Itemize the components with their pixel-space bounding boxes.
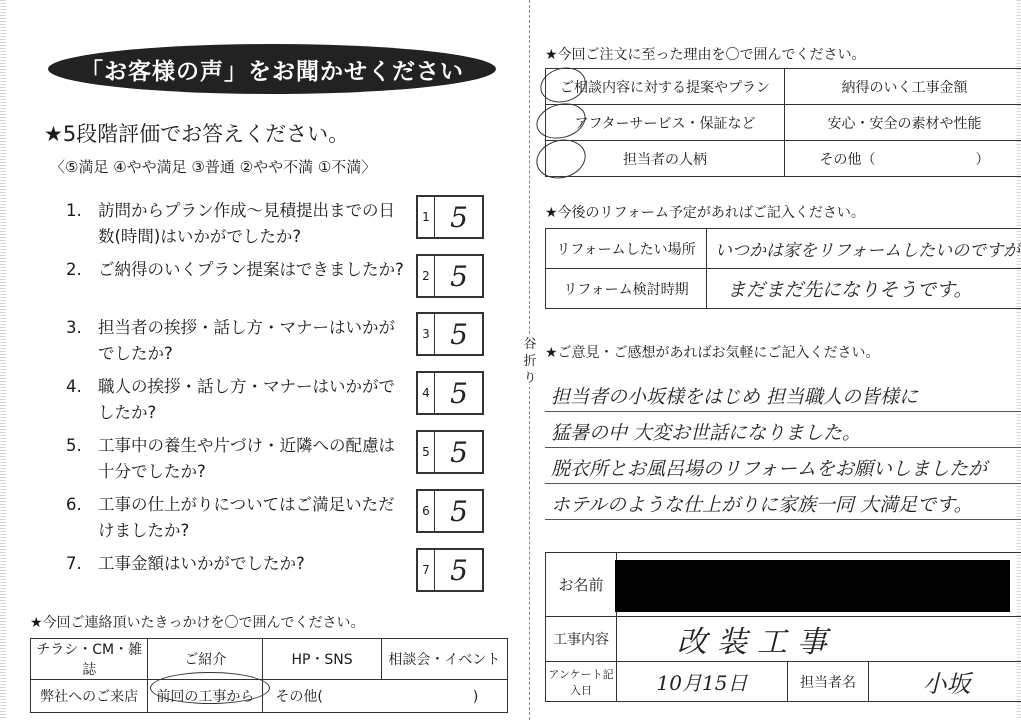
question-text: 工事金額はいかがでしたか? xyxy=(98,554,305,573)
rating-value: 5 xyxy=(450,317,468,351)
question-7 xyxy=(66,551,408,577)
question-text: 職人の挨拶・話し方・マナーはいかがでしたか? xyxy=(98,377,395,422)
comment-line-3[interactable]: 脱衣所とお風呂場のリフォームをお願いしましたが xyxy=(545,448,1021,484)
rating-box-6[interactable] xyxy=(416,489,484,533)
question-number: 4. xyxy=(66,377,82,396)
contact-table xyxy=(30,638,508,713)
question-6 xyxy=(66,492,408,544)
future-heading: ★今後のリフォーム予定があればご記入ください。 xyxy=(545,205,865,221)
comments-heading: ★ご意見・ご感想があればお気軽にご記入ください。 xyxy=(545,345,880,361)
question-5 xyxy=(66,433,408,485)
option-store-visit[interactable]: 弊社へのご来店 xyxy=(31,680,148,713)
option-referral[interactable]: ご紹介 xyxy=(148,639,263,680)
option-flyer[interactable]: チラシ・CM・雑誌 xyxy=(31,639,148,680)
fold-label: 谷折り xyxy=(523,337,537,386)
reason-proposal[interactable]: ご相談内容に対する提案やプラン xyxy=(546,69,785,105)
staff-label: 担当者名 xyxy=(788,662,869,702)
contact-heading: ★今回ご連絡頂いたきっかけを〇で囲んでください。 xyxy=(30,615,365,631)
question-3 xyxy=(66,315,408,367)
selection-circle-previous-work xyxy=(150,672,270,704)
work-value[interactable]: 改装工事 xyxy=(617,617,1021,662)
rating-box-number: 5 xyxy=(418,432,435,472)
rating-box-number: 2 xyxy=(418,256,435,296)
rating-heading: ★5段階評価でお答えください。 xyxy=(44,122,350,146)
rating-value: 5 xyxy=(450,376,468,410)
question-text: 訪問からプラン作成～見積提出までの日数(時間)はいかがでしたか? xyxy=(98,201,395,246)
reason-price[interactable]: 納得のいく工事金額 xyxy=(785,69,1021,105)
option-event[interactable]: 相談会・イベント xyxy=(381,639,507,680)
place-label: リフォームしたい場所 xyxy=(546,229,707,269)
scan-edge-left xyxy=(0,0,6,720)
question-text: 担当者の挨拶・話し方・マナーはいかがでしたか? xyxy=(98,318,395,363)
question-number: 1. xyxy=(66,201,82,220)
question-1 xyxy=(66,198,408,250)
rating-box-number: 4 xyxy=(418,373,435,413)
rating-box-7[interactable] xyxy=(416,548,484,592)
date-label: アンケート記入日 xyxy=(546,662,617,702)
rating-box-3[interactable] xyxy=(416,312,484,356)
rating-box-2[interactable] xyxy=(416,254,484,298)
rating-box-4[interactable] xyxy=(416,371,484,415)
reason-heading: ★今回ご注文に至った理由を〇で囲んでください。 xyxy=(545,47,866,63)
rating-value: 5 xyxy=(450,259,468,293)
future-table xyxy=(545,228,1021,309)
scale-legend: 〈⑤満足 ④やや満足 ③普通 ②やや不満 ①不満〉 xyxy=(50,158,377,176)
reason-other[interactable]: その他（ ） xyxy=(785,141,1021,177)
comment-line-4[interactable]: ホテルのような仕上がりに家族一同 大満足です。 xyxy=(545,484,1021,520)
rating-box-number: 7 xyxy=(418,550,435,590)
rating-box-1[interactable] xyxy=(416,195,484,239)
staff-value[interactable]: 小坂 xyxy=(869,662,1021,702)
time-label: リフォーム検討時期 xyxy=(546,269,707,309)
comment-line-2[interactable]: 猛暑の中 大変お世話になりました。 xyxy=(545,412,1021,448)
reason-safety[interactable]: 安心・安全の素材や性能 xyxy=(785,105,1021,141)
rating-box-number: 1 xyxy=(418,197,435,237)
question-number: 2. xyxy=(66,260,82,279)
work-label: 工事内容 xyxy=(546,617,617,662)
question-number: 3. xyxy=(66,318,82,337)
comment-line-1[interactable]: 担当者の小坂様をはじめ 担当職人の皆様に xyxy=(545,376,1021,412)
rating-value: 5 xyxy=(450,553,468,587)
rating-value: 5 xyxy=(450,200,468,234)
place-value[interactable]: いつかは家をリフォームしたいのですが xyxy=(707,229,1021,269)
reason-table xyxy=(545,68,1021,177)
rating-box-number: 3 xyxy=(418,314,435,354)
question-text: 工事中の養生や片づけ・近隣への配慮は十分でしたか? xyxy=(98,436,395,481)
option-other[interactable]: その他( ) xyxy=(263,680,508,713)
reason-personality[interactable]: 担当者の人柄 xyxy=(546,141,785,177)
rating-box-number: 6 xyxy=(418,491,435,531)
date-value[interactable]: 10月15日 xyxy=(617,662,788,702)
redacted-name xyxy=(615,560,1010,612)
rating-value: 5 xyxy=(450,494,468,528)
page-banner: 「お客様の声」をお聞かせください xyxy=(48,44,496,94)
rating-box-5[interactable] xyxy=(416,430,484,474)
reason-aftercare[interactable]: アフターサービス・保証など xyxy=(546,105,785,141)
question-number: 7. xyxy=(66,554,82,573)
option-previous-work[interactable]: 前回の工事から xyxy=(148,680,263,713)
name-label: お名前 xyxy=(546,553,617,617)
question-text: ご納得のいくプラン提案はできましたか? xyxy=(98,260,404,279)
option-hp-sns[interactable]: HP・SNS xyxy=(263,639,381,680)
time-value[interactable]: まだまだ先になりそうです。 xyxy=(707,269,1021,309)
question-number: 5. xyxy=(66,436,82,455)
question-number: 6. xyxy=(66,495,82,514)
rating-value: 5 xyxy=(450,435,468,469)
question-text: 工事の仕上がりについてはご満足いただけましたか? xyxy=(98,495,395,540)
question-2 xyxy=(66,257,408,283)
question-4 xyxy=(66,374,408,426)
